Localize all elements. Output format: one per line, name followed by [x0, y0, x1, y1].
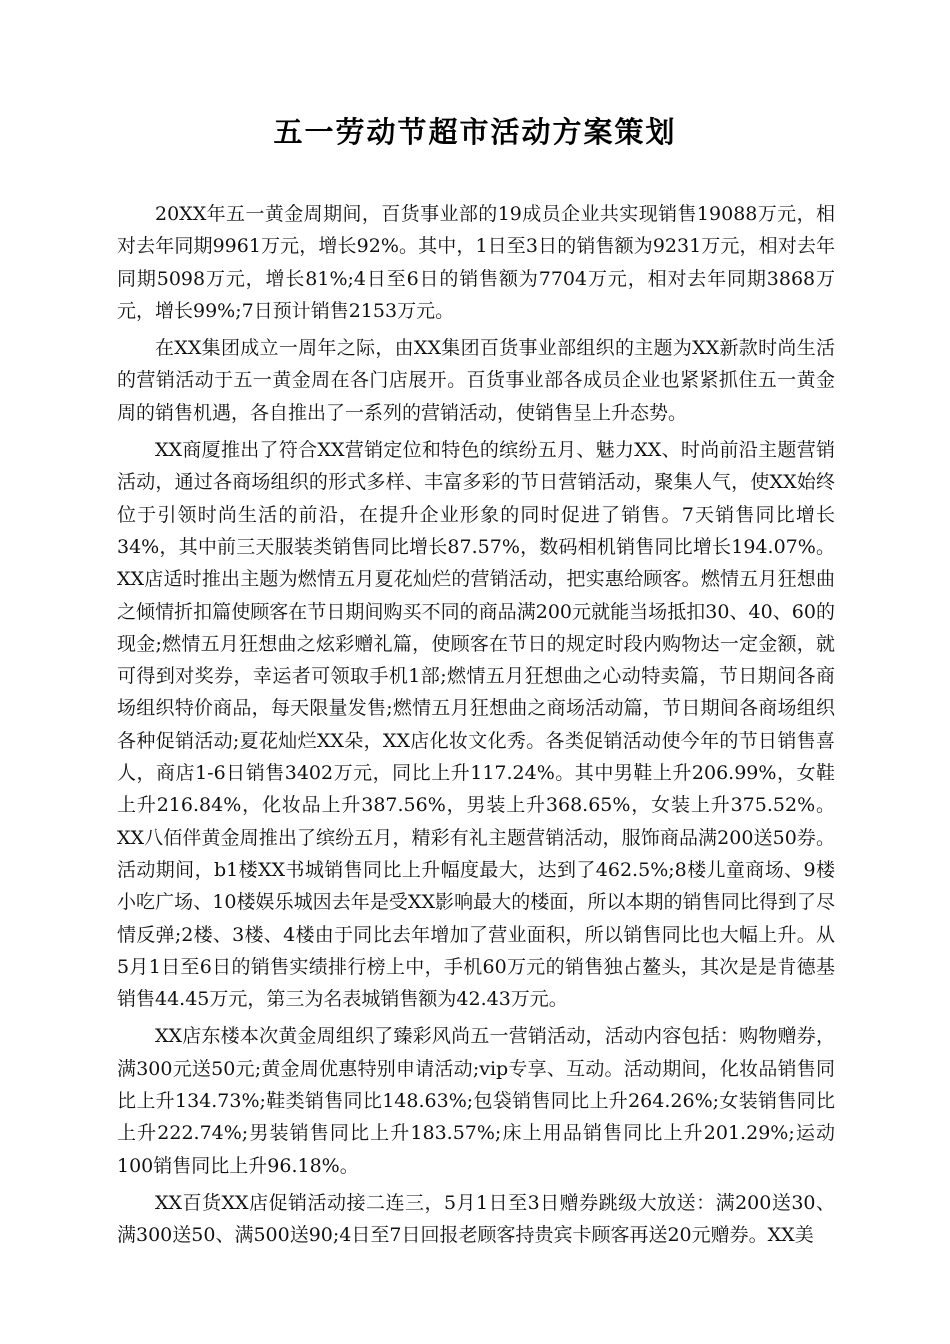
- paragraph-anniversary-campaign: 在XX集团成立一周年之际，由XX集团百货事业部组织的主题为XX新款时尚生活的营销活动于五一黄金周在各门店展开。百货事业部各成员企业也紧紧抓住五一黄金周的销售机遇，各自推出了一系列的营销活动，使销售呈上升态势。: [117, 337, 835, 424]
- document-title: 五一劳动节超市活动方案策划: [273, 115, 677, 149]
- paragraph-sales-summary: 20XX年五一黄金周期间，百货事业部的19成员企业共实现销售19088万元，相对去年同期9961万元，增长92%。其中，1日至3日的销售额为9231万元，相对去年同期5098万元，增长81%;4日至6日的销售额为7704万元，相对去年同期3868万元，增长99%;7日预计销售2153万元。: [117, 203, 835, 322]
- document-body: [117, 198, 835, 1257]
- paragraph-east-building: XX店东楼本次黄金周组织了臻彩风尚五一营销活动，活动内容包括：购物赠券，满300元送50元;黄金周优惠特别申请活动;vip专享、互动。活动期间，化妆品销售同比上升134.73%;鞋类销售同比148.63%;包袋销售同比上升264.26%;女装销售同比上升222.74%;男装销售同比上升183.57%;床上用品销售同比上升201.29%;运动100销售同比上升96.18%。: [117, 1025, 835, 1177]
- paragraph-department-store-promo: XX百货XX店促销活动接二连三，5月1日至3日赠券跳级大放送：满200送30、满300送50、满500送90;4日至7日回报老顾客持贵宾卡顾客再送20元赠券。XX美: [117, 1191, 835, 1247]
- paragraph-store-promotions: XX商厦推出了符合XX营销定位和特色的缤纷五月、魅力XX、时尚前沿主题营销活动，通过各商场组织的形式多样、丰富多彩的节日营销活动，聚集人气，使XX始终位于引领时尚生活的前沿，在提升企业形象的同时促进了销售。7天销售同比增长34%，其中前三天服装类销售同比增长87.57%，数码相机销售同比增长194.07%。XX店适时推出主题为燃情五月夏花灿烂的营销活动，把实惠给顾客。燃情五月狂想曲之倾情折扣篇使顾客在节日期间购买不同的商品满200元就能当场抵扣30、40、60的现金;燃情五月狂想曲之炫彩赠礼篇，使顾客在节日的规定时段内购物达一定金额，就可得到对奖券，幸运者可领取手机1部;燃情五月狂想曲之心动特卖篇，节日期间各商场组织特价商品，每天限量发售;燃情五月狂想曲之商场活动篇，节日期间各商场组织各种促销活动;夏花灿烂XX朵，XX店化妆文化秀。各类促销活动使今年的节日销售喜人，商店1-6日销售3402万元，同比上升117.24%。其中男鞋上升206.99%，女鞋上升216.84%，化妆品上升387.56%，男装上升368.65%，女装上升375.52%。XX八佰伴黄金周推出了缤纷五月，精彩有礼主题营销活动，服饰商品满200送50券。活动期间，b1楼XX书城销售同比上升幅度最大，达到了462.5%;8楼儿童商场、9楼小吃广场、10楼娱乐城因去年是受XX影响最大的楼面，所以本期的销售同比得到了尽情反弹;2楼、3楼、4楼由于同比去年增加了营业面积，所以销售同比也大幅上升。从5月1日至6日的销售实绩排行榜上中，手机60万元的销售独占鳌头，其次是是肯德基销售44.45万元，第三为名表城销售额为42.43万元。: [117, 439, 835, 1011]
